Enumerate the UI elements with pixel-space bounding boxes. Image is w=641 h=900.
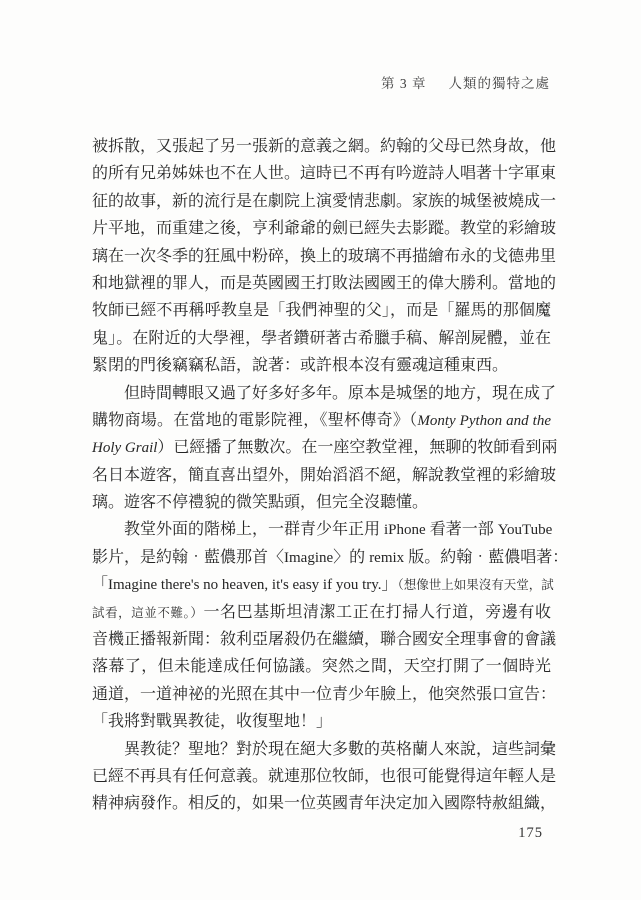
text-segment: Holy Grail (92, 440, 158, 457)
text-line (92, 215, 557, 242)
text-segment: 精神病發作。相反的，如果一位英國青年決定加入國際特赦組織， (92, 795, 557, 813)
text-lines (92, 133, 569, 818)
text-segment: 但時間轉眼又過了好多好多年。原本是城堡的地方，現在成了 (124, 384, 557, 402)
text-line (92, 462, 557, 489)
text-segment: YouTube (497, 522, 553, 539)
text-line (92, 736, 557, 763)
text-segment: 的所有兄弟姊妹也不在人世。這時已不再有吟遊詩人唱著十字軍東 (92, 165, 557, 183)
text-segment: 被拆散，又張起了另一張新的意義之網。約翰的父母已然身故，他 (92, 138, 557, 155)
text-segment: 名日本遊客，簡直喜出望外，開始滔滔不絕，解說教堂裡的彩繪玻 (92, 466, 557, 484)
text-segment: 〉的 (333, 548, 370, 566)
text-segment: 看著一部 (425, 521, 498, 539)
text-segment: 試看，這並不難。） (92, 605, 204, 620)
text-segment: 版。約翰‧藍儂唱著： (404, 548, 569, 566)
text-segment: Imagine there's no heaven, it's easy if you try. (108, 577, 382, 594)
chapter-number: 第 3 章 (381, 76, 427, 91)
text-segment: 璃。遊客不停禮貌的微笑點頭，但完全沒聽懂。 (92, 494, 429, 512)
text-line (92, 188, 557, 215)
text-line (92, 790, 557, 817)
text-segment: Monty Python and the (417, 412, 551, 429)
text-segment: 「 (92, 576, 109, 594)
text-line (92, 243, 557, 270)
text-segment: 通道，一道神祕的光照在其中一位青少年臉上，他突然張口宣告： (92, 685, 557, 703)
text-line (92, 544, 569, 571)
text-segment: （想像世上如果沒有天堂，試 (397, 578, 554, 593)
text-segment: 鬼」。在附近的大學裡，學者鑽研著古希臘手稿、解剖屍體，並在 (92, 329, 551, 347)
text-line (92, 325, 551, 352)
text-segment: 異教徒？聖地？對於現在絕大多數的英格蘭人來說，這些詞彙 (124, 740, 557, 758)
text-segment: 征的故事，新的流行是在劇院上演愛情悲劇。家族的城堡被燒成一 (92, 192, 557, 210)
text-line (92, 599, 551, 626)
text-line (92, 489, 551, 516)
text-segment: iPhone (384, 522, 426, 539)
text-line (92, 270, 557, 297)
text-segment: 片平地，而重建之後，亨利爺爺的劍已經失去影蹤。教堂的彩繪玻 (92, 220, 557, 238)
text-segment: 已經不再具有任何意義。就連那位牧師，也很可能覺得這年輕人是 (92, 767, 557, 785)
text-segment: 影片，是約翰‧藍儂那首〈 (92, 548, 285, 566)
page-number: 175 (518, 825, 543, 841)
running-header (381, 72, 550, 92)
text-line (92, 681, 557, 708)
text-line (92, 626, 557, 653)
text-line (92, 516, 551, 543)
chapter-title: 人類的獨特之處 (448, 76, 550, 91)
text-segment: 牧師已經不再稱呼教皇是「我們神聖的父」，而是「羅馬的那個魔 (92, 302, 551, 320)
text-segment: 緊閉的門後竊竊私語，說著：或許根本沒有靈魂這種東西。 (92, 357, 509, 375)
text-segment: 」 (381, 576, 398, 594)
text-segment: 「我將對戰異教徒，收復聖地！」 (92, 713, 333, 731)
text-line (92, 434, 558, 461)
text-segment: 教堂外面的階梯上，一群青少年正用 (124, 521, 385, 539)
text-segment: 購物商場。在當地的電影院裡，《聖杯傳奇》（ (92, 411, 418, 429)
text-segment: remix (369, 549, 405, 566)
text-segment: Imagine (284, 549, 334, 566)
text-segment: 落幕了，但未能達成任何協議。突然之間，天空打開了一個時光 (92, 658, 551, 676)
text-line (92, 380, 557, 407)
text-line (92, 160, 557, 187)
text-segment: 和地獄裡的罪人，而是英國國王打敗法國國王的偉大勝利。當地的 (92, 274, 557, 292)
text-line (92, 763, 557, 790)
text-segment: 璃在一次冬季的狂風中粉碎，換上的玻璃不再描繪布永的戈德弗里 (92, 247, 557, 265)
text-line (92, 352, 551, 379)
text-line (92, 133, 557, 160)
text-segment: 音機正播報新聞：敘利亞屠殺仍在繼續，聯合國安全理事會的會議 (92, 631, 557, 649)
text-line (92, 297, 551, 324)
text-line (92, 571, 554, 598)
text-line (92, 407, 551, 434)
text-segment: ）已經播了無數次。在一座空教堂裡，無聊的牧師看到兩 (157, 439, 558, 457)
text-segment: 一名巴基斯坦清潔工正在打掃人行道，旁邊有收 (203, 603, 551, 621)
text-line (92, 708, 551, 735)
text-line (92, 653, 551, 680)
